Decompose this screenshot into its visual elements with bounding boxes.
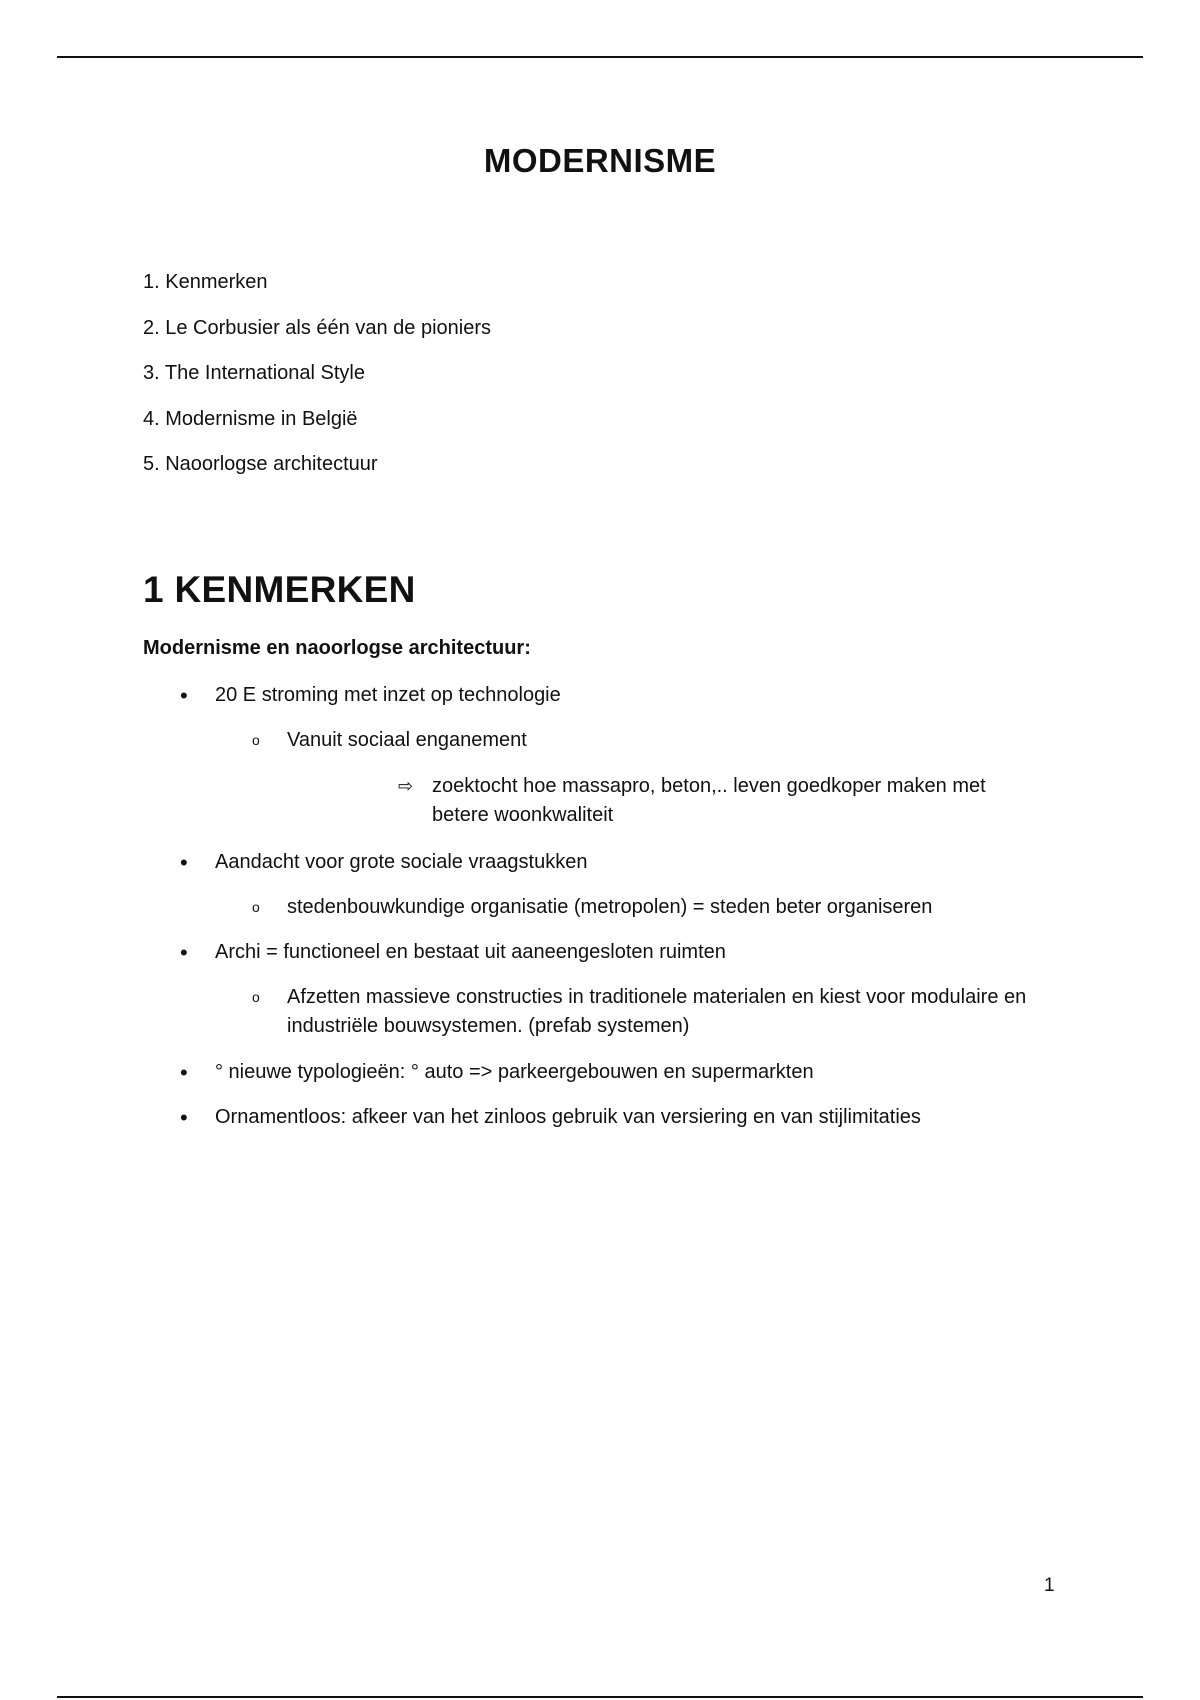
list-item: Afzetten massieve constructies in traditionele materialen en kiest voor modulaire en industriële bouwsystemen. (prefab systemen): [287, 986, 1027, 1037]
bullet-icon: •: [180, 683, 188, 708]
toc-item: 4. Modernisme in België: [143, 407, 358, 430]
list-item: Archi = functioneel en bestaat uit aaneengesloten ruimten: [215, 941, 726, 963]
header-rule: [57, 56, 1143, 58]
list-item: ° nieuwe typologieën: ° auto => parkeergebouwen en supermarkten: [215, 1061, 814, 1083]
circle-bullet-icon: o: [252, 899, 260, 915]
section-subheading: Modernisme en naoorlogse architectuur:: [143, 637, 531, 659]
list-item: Ornamentloos: afkeer van het zinloos gebruik van versiering en van stijlimitaties: [215, 1106, 921, 1128]
toc-item: 3. The International Style: [143, 362, 365, 384]
list-item: 20 E stroming met inzet op technologie: [215, 684, 561, 706]
circle-bullet-icon: o: [252, 989, 260, 1005]
section-heading: 1 KENMERKEN: [143, 569, 416, 610]
bullet-icon: •: [180, 1060, 188, 1085]
bullet-icon: •: [180, 940, 188, 965]
table-of-contents: [143, 270, 491, 498]
list-item: zoektocht hoe massapro, beton,.. leven goedkoper maken met betere woonkwaliteit: [432, 775, 986, 826]
toc-item: 1. Kenmerken: [143, 271, 268, 293]
footer-rule: [57, 1696, 1143, 1698]
circle-bullet-icon: o: [252, 732, 260, 748]
bullet-icon: •: [180, 850, 188, 875]
arrow-right-icon: ⇨: [398, 776, 414, 796]
bullet-icon: •: [180, 1105, 188, 1130]
page-number: 1: [1044, 1575, 1055, 1596]
document-title: MODERNISME: [483, 142, 717, 179]
toc-item: 2. Le Corbusier als één van de pioniers: [143, 316, 491, 339]
list-item: stedenbouwkundige organisatie (metropolen) = steden beter organiseren: [287, 896, 933, 918]
toc-item: 5. Naoorlogse architectuur: [143, 453, 378, 475]
list-item: Vanuit sociaal enganement: [287, 729, 527, 751]
list-item: Aandacht voor grote sociale vraagstukken: [215, 851, 588, 873]
